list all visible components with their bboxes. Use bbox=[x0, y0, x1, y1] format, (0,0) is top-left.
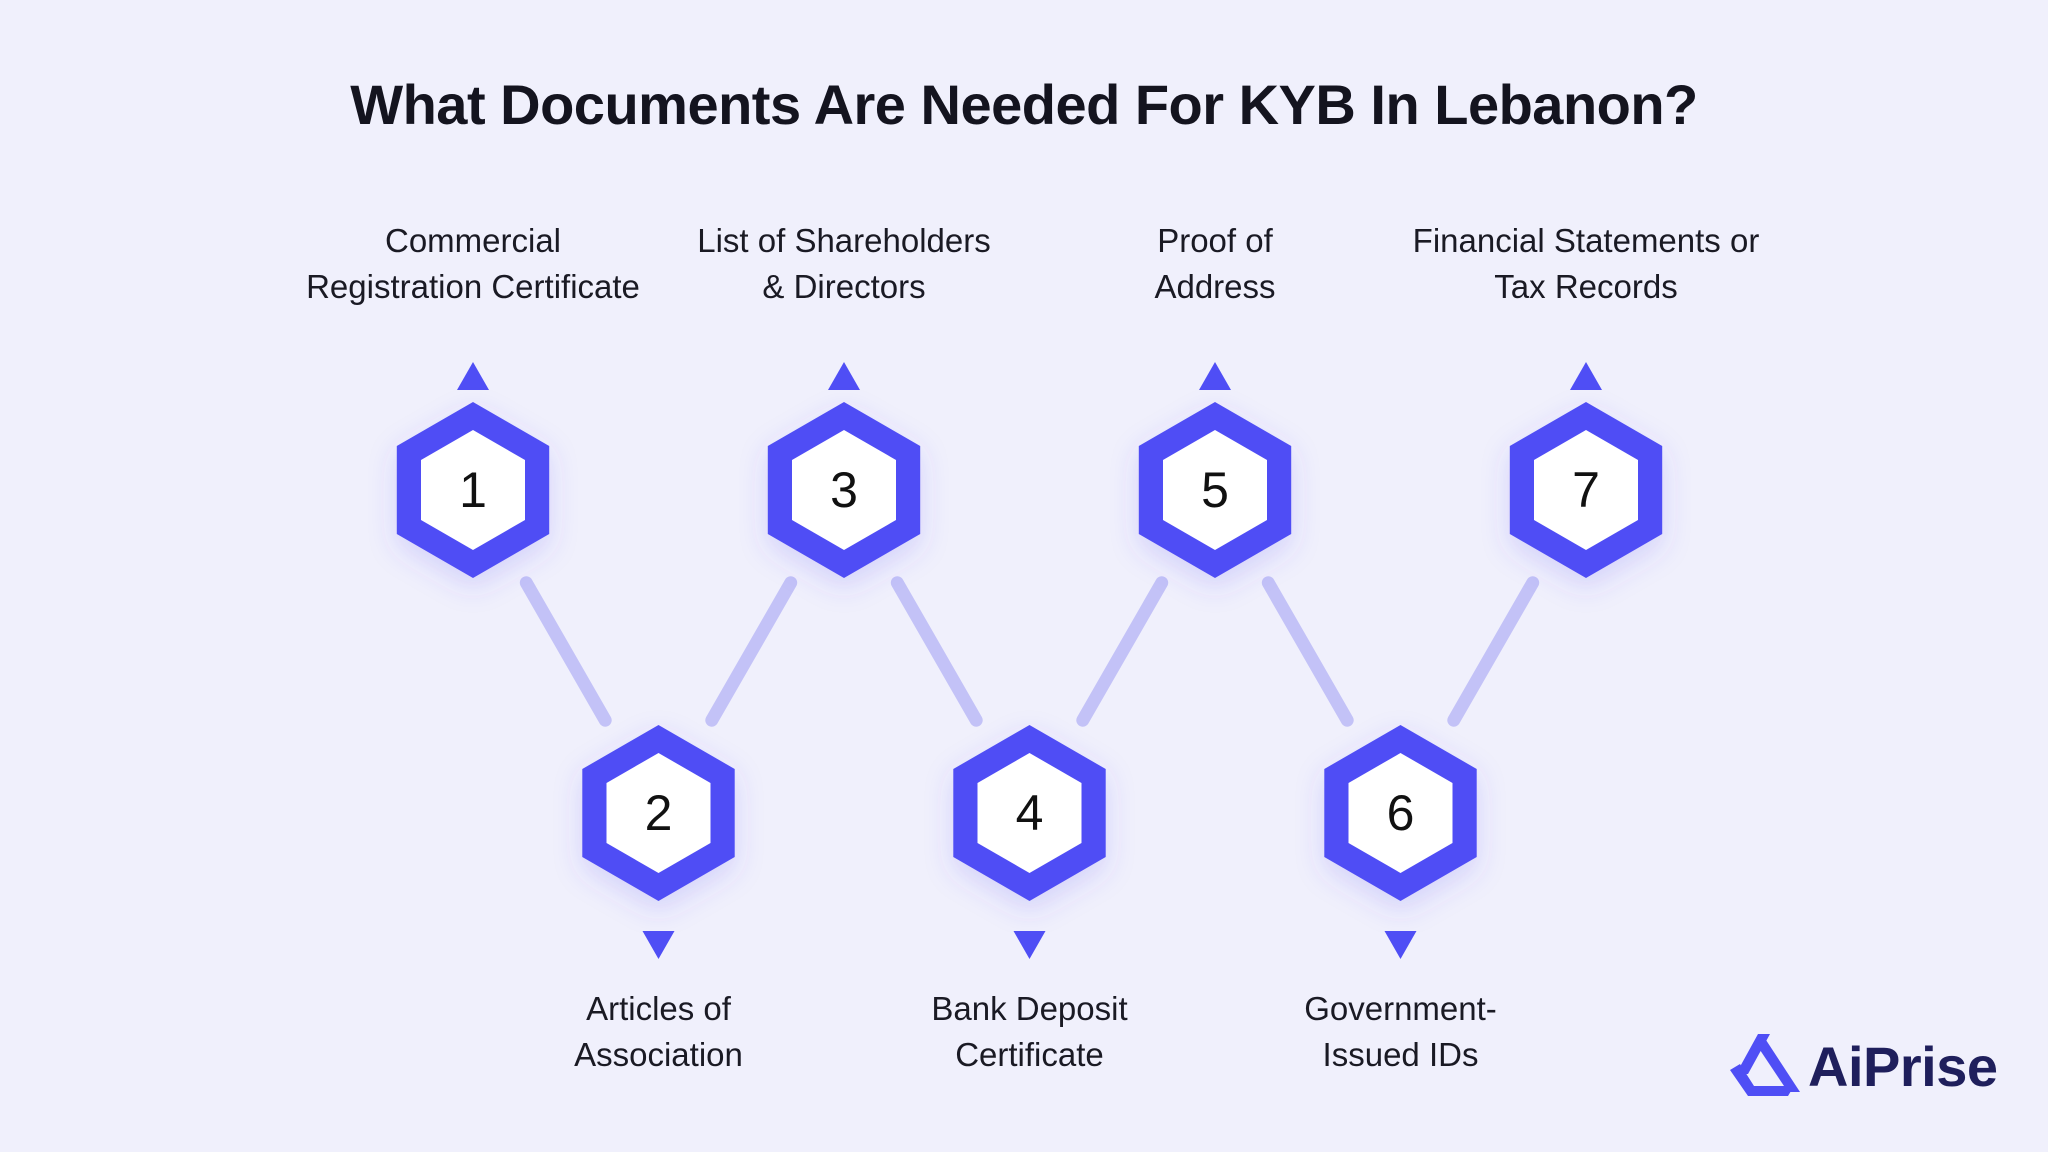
arrow-down-icon bbox=[1385, 931, 1417, 959]
step-label-line: Tax Records bbox=[1494, 268, 1678, 305]
step-label-line: Issued IDs bbox=[1322, 1036, 1479, 1073]
step-label-line: Articles of bbox=[586, 990, 731, 1027]
aiprise-logo-icon bbox=[1726, 1030, 1806, 1102]
arrow-up-icon bbox=[1199, 362, 1231, 390]
step-label-line: Proof of bbox=[1157, 222, 1273, 259]
step-label-line: Bank Deposit bbox=[931, 990, 1128, 1027]
step-number: 2 bbox=[644, 785, 673, 841]
step-label-line: Certificate bbox=[955, 1036, 1104, 1073]
step-number: 1 bbox=[459, 462, 487, 518]
connector-line bbox=[1454, 583, 1533, 720]
arrow-down-icon bbox=[643, 931, 675, 959]
step-label-4 bbox=[820, 986, 1240, 1078]
step-label-7 bbox=[1376, 218, 1796, 310]
step-label-6 bbox=[1191, 986, 1611, 1078]
step-label-1 bbox=[263, 218, 683, 310]
connector-line bbox=[897, 583, 976, 720]
connector-line bbox=[712, 583, 791, 720]
arrow-down-icon bbox=[1014, 931, 1046, 959]
step-number: 7 bbox=[1572, 462, 1600, 518]
arrow-up-icon bbox=[457, 362, 489, 390]
step-number: 6 bbox=[1386, 785, 1415, 841]
arrow-up-icon bbox=[1570, 362, 1602, 390]
step-number: 5 bbox=[1201, 462, 1229, 518]
step-label-line: Association bbox=[574, 1036, 743, 1073]
page-title: What Documents Are Needed For KYB In Lebanon? bbox=[350, 73, 1698, 136]
step-label-line: Address bbox=[1154, 268, 1276, 305]
step-label-line: Registration Certificate bbox=[306, 268, 640, 305]
step-number: 4 bbox=[1015, 785, 1044, 841]
step-node-3 bbox=[768, 402, 920, 578]
step-number: 3 bbox=[830, 462, 858, 518]
step-label-line: Financial Statements or bbox=[1412, 222, 1760, 259]
step-label-line: List of Shareholders bbox=[697, 222, 991, 259]
step-label-line: Commercial bbox=[384, 222, 562, 259]
step-label-5 bbox=[1005, 218, 1425, 310]
step-label-line: & Directors bbox=[762, 268, 926, 305]
connector-line bbox=[526, 583, 605, 720]
step-node-5 bbox=[1139, 402, 1291, 578]
step-node-1 bbox=[397, 402, 549, 578]
step-label-2 bbox=[449, 986, 869, 1078]
step-node-4 bbox=[953, 725, 1105, 901]
step-node-7 bbox=[1510, 402, 1662, 578]
step-label-line: Government- bbox=[1304, 990, 1497, 1027]
connector-line bbox=[1083, 583, 1162, 720]
connector-line bbox=[1268, 583, 1347, 720]
step-label-3 bbox=[634, 218, 1054, 310]
aiprise-logo bbox=[1726, 1030, 1996, 1102]
logo-text: AiPrise bbox=[1808, 1035, 1998, 1098]
step-node-6 bbox=[1324, 725, 1476, 901]
step-node-2 bbox=[582, 725, 734, 901]
arrow-up-icon bbox=[828, 362, 860, 390]
